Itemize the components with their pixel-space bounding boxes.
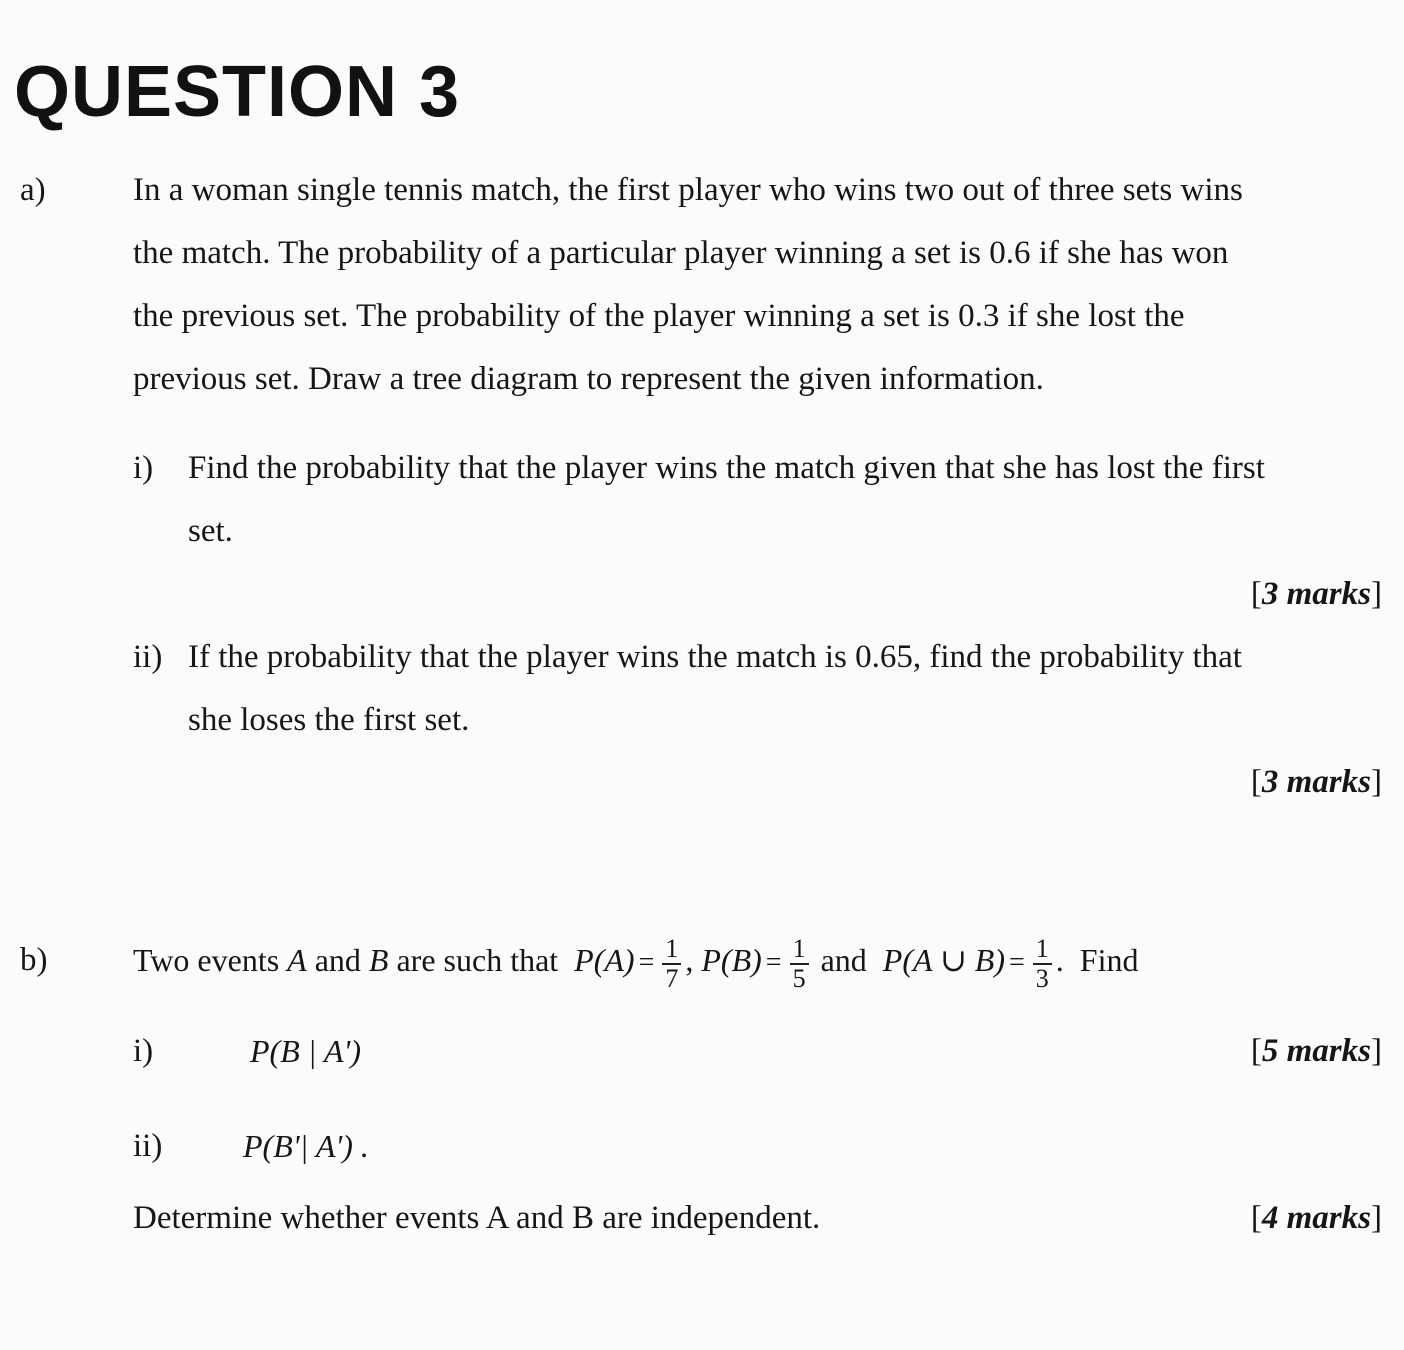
part-b-such-that: are such that xyxy=(396,942,559,978)
marks-value: 4 marks xyxy=(1261,1200,1371,1236)
pa-fraction xyxy=(662,935,681,993)
pb-fraction xyxy=(790,935,809,993)
part-b-i-expression xyxy=(250,1031,361,1071)
marks-value: 3 marks xyxy=(1261,576,1371,612)
event-b-symbol: B xyxy=(368,942,389,978)
part-b-statement: Two events A and B are such that P(A) = $\frac{1}{7}$ , P(B) = $\frac{1}{5}$ and P(A ∪ B) = $\frac{1}{3}$ . Find xyxy=(133,933,1139,993)
part-a-line-3: the previous set. The probability of the player winning a set is 0.3 if she lost the xyxy=(133,298,1185,334)
pa-denominator: 7 xyxy=(665,963,679,993)
part-b-intro: Two events xyxy=(133,942,280,978)
pu-numerator: 1 xyxy=(1033,935,1052,965)
pa-numerator: 1 xyxy=(662,935,681,965)
part-b-i-label: i) xyxy=(133,1033,154,1069)
part-a-i-line-1: Find the probability that the player wins the match given that she has lost the first xyxy=(188,450,1265,486)
part-b-ii-expr-text: P(B'| A') . xyxy=(243,1128,369,1164)
pb-label: P(B) xyxy=(701,942,762,978)
part-a-label: a) xyxy=(20,172,46,208)
part-b-and-1: and xyxy=(314,942,361,978)
marks-value: 3 marks xyxy=(1261,764,1371,800)
part-b-and-2: and xyxy=(820,942,867,978)
part-a-i-label: i) xyxy=(133,450,154,486)
part-b-closing: Determine whether events A and B are independent. xyxy=(133,1200,821,1236)
pu-label: P(A ∪ B) xyxy=(882,942,1005,978)
marks-value: 5 marks xyxy=(1261,1033,1371,1069)
pa-label: P(A) xyxy=(574,942,635,978)
part-a-line-2: the match. The probability of a particular player winning a set is 0.6 if she has won xyxy=(133,235,1229,271)
pu-fraction xyxy=(1033,935,1052,993)
part-a-ii-label: ii) xyxy=(133,639,163,675)
part-a-line-1: In a woman single tennis match, the first player who wins two out of three sets wins xyxy=(133,172,1243,208)
part-a-line-4: previous set. Draw a tree diagram to represent the given information. xyxy=(133,361,1044,397)
pb-numerator: 1 xyxy=(790,935,809,965)
part-b-closing-marks: [4 marks] xyxy=(1250,1200,1382,1236)
part-b-ii-label: ii) xyxy=(133,1128,163,1164)
pb-denominator: 5 xyxy=(792,963,806,993)
part-b-i-marks: [5 marks] xyxy=(1250,1033,1382,1069)
part-b-label: b) xyxy=(20,942,48,978)
part-a-i-marks: [3 marks] xyxy=(1250,576,1382,612)
part-a-i-line-2: set. xyxy=(188,513,233,549)
part-a-ii-line-2: she loses the first set. xyxy=(188,702,470,738)
page-title: QUESTION 3 xyxy=(14,52,461,132)
part-b-i-expr-text: P(B | A') xyxy=(250,1033,362,1069)
part-a-ii-line-1: If the probability that the player wins the match is 0.65, find the probability that xyxy=(188,639,1242,675)
pu-denominator: 3 xyxy=(1035,963,1049,993)
event-a-symbol: A xyxy=(287,942,307,978)
part-b-find: Find xyxy=(1079,942,1139,978)
part-b-ii-expression xyxy=(243,1126,369,1166)
part-a-ii-marks: [3 marks] xyxy=(1250,764,1382,800)
